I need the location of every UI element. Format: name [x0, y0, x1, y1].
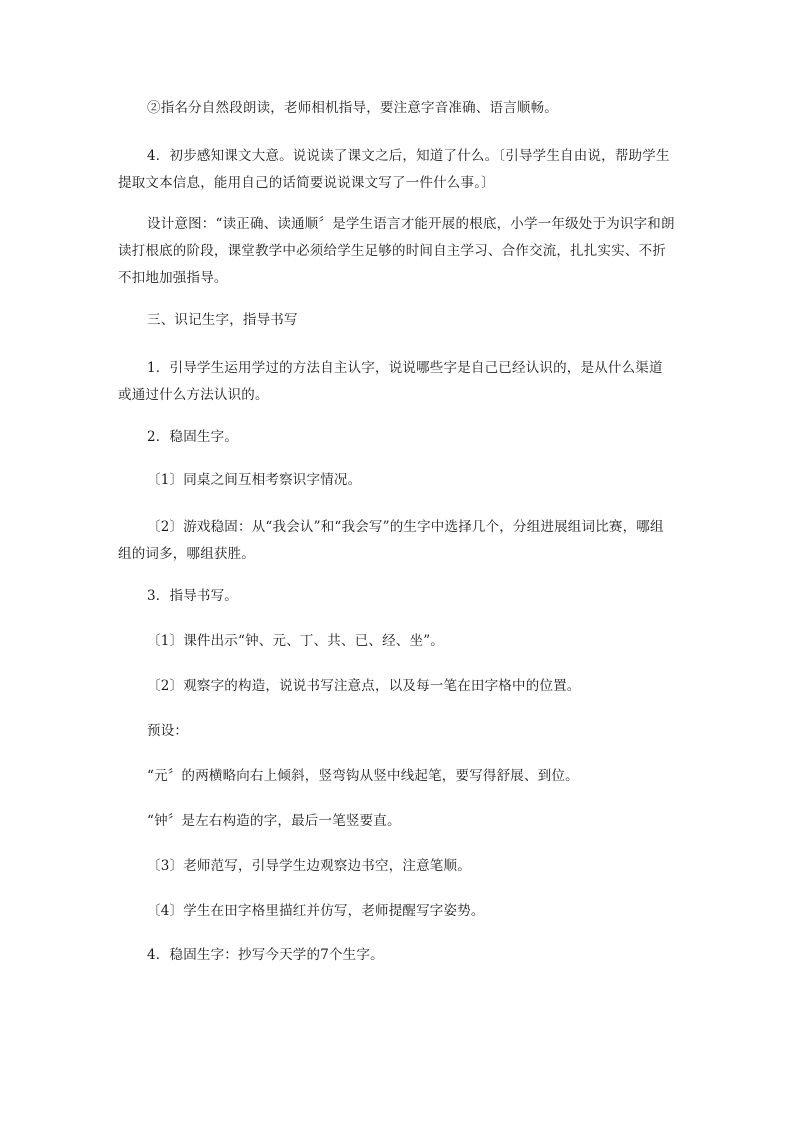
paragraph-writing-guide: 3．指导书写。	[147, 588, 238, 604]
paragraph-preset-label: 预设：	[147, 723, 189, 739]
paragraph-design-intent: 设计意图：“读正确、读通顺〞是学生语言才能开展的根底，小学一年级处于为识字和朗读打根底的阶段，课堂教学中必须给学生足够的时间自主学习、合作交流，扎扎实实、不折不扣地加强指导。	[118, 216, 675, 286]
paragraph-deskmate-check: 〔1〕同桌之间互相考察识字情况。	[147, 472, 362, 488]
paragraph-game-consolidate: 〔2〕游戏稳固：从“我会认”和“我会写”的生字中选择几个，分组进展组词比赛，哪组组的词多，哪组获胜。	[118, 519, 664, 562]
paragraph-consolidate: 2．稳固生字。	[147, 429, 238, 445]
section-heading-three: 三、识记生字，指导书写	[147, 312, 298, 328]
paragraph-courseware-chars: 〔1〕课件出示“钟、元、丁、共、已、经、坐”。	[147, 633, 444, 649]
paragraph-observe-structure: 〔2〕观察字的构造，说说书写注意点，以及每一笔在田字格中的位置。	[147, 678, 581, 694]
paragraph-perceive-meaning: 4．初步感知课文大意。说说读了课文之后，知道了什么。〔引导学生自由说，帮助学生提取文本信息，能用自己的话简要说说课文写了一件什么事。〕	[118, 148, 670, 191]
paragraph-reading-aloud: ②指名分自然段朗读，老师相机指导，要注意字音准确、语言顺畅。	[147, 100, 558, 116]
paragraph-self-recognize: 1．引导学生运用学过的方法自主认字，说说哪些字是自己已经认识的，是从什么渠道或通过什么方法认识的。	[118, 360, 663, 403]
paragraph-copy-characters: 4．稳固生字：抄写今天学的7个生字。	[147, 947, 384, 963]
paragraph-zhong-note: “钟〞是左右构造的字，最后一笔竖要直。	[147, 813, 401, 829]
paragraph-student-trace: 〔4〕学生在田字格里描红并仿写，老师提醒写字姿势。	[147, 903, 485, 919]
paragraph-yuan-note: “元〞的两横略向右上倾斜，竖弯钩从竖中线起笔，要写得舒展、到位。	[147, 768, 579, 784]
paragraph-teacher-demo: 〔3〕老师范写，引导学生边观察边书空，注意笔顺。	[147, 858, 471, 874]
